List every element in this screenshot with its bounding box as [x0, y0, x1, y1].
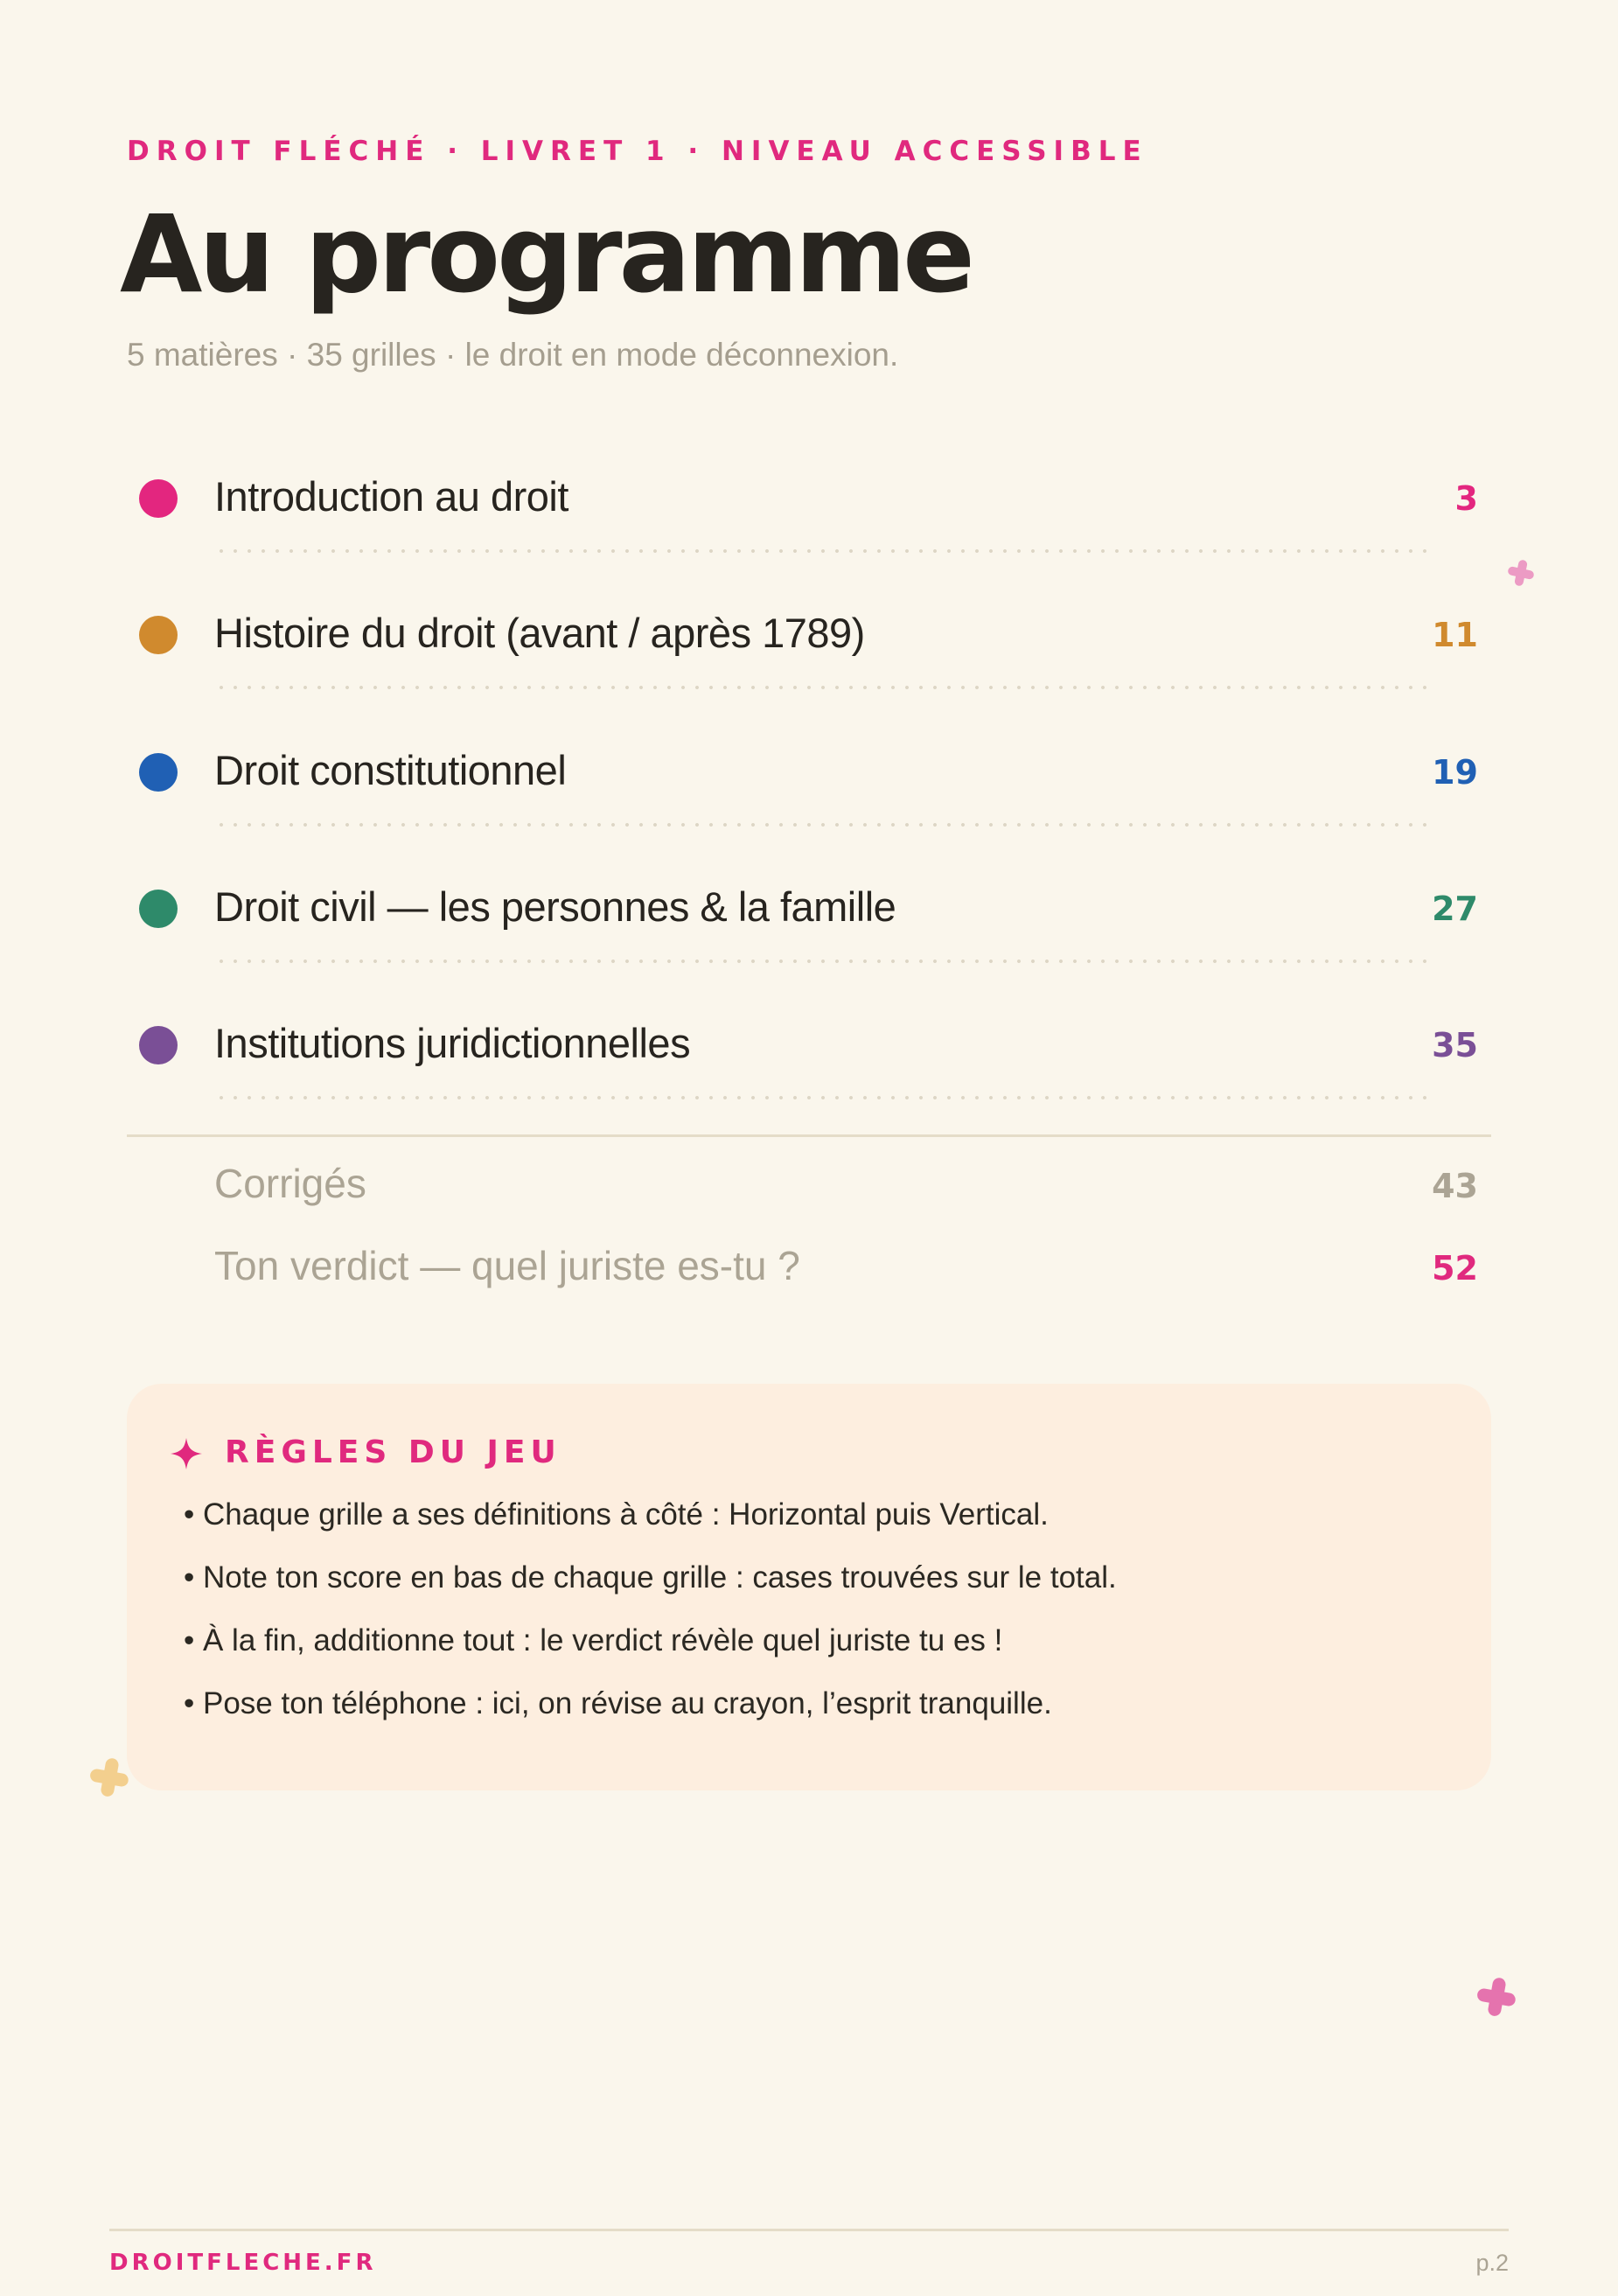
toc-item-page: 3	[1454, 479, 1478, 518]
toc-item-page: 35	[1432, 1026, 1478, 1064]
chapter-dot-icon	[139, 1026, 178, 1064]
sparkle-icon	[169, 1436, 204, 1471]
chapter-dot-icon	[139, 890, 178, 928]
page-title: Au programme	[120, 192, 972, 317]
dotted-leader	[214, 686, 1434, 689]
toc-extra-page: 43	[1432, 1167, 1478, 1205]
rule-item: • Chaque grille a ses définitions à côté : Horizontal puis Vertical.	[184, 1497, 1049, 1532]
toc-extra-page: 52	[1432, 1249, 1478, 1288]
toc-item-page: 27	[1432, 890, 1478, 928]
toc-item-civil[interactable]	[127, 865, 1478, 1001]
toc-extra-label: Ton verdict — quel juriste es-tu ?	[214, 1243, 800, 1288]
footer-site: DROITFLECHE.FR	[109, 2250, 377, 2276]
plus-sparkle-icon	[87, 1755, 131, 1799]
toc-item-institutions[interactable]	[127, 1001, 1478, 1137]
footer-divider	[109, 2229, 1509, 2231]
page-subtitle: 5 matières · 35 grilles · le droit en mode déconnexion.	[127, 337, 899, 373]
toc-item-histoire[interactable]	[127, 591, 1478, 727]
toc-item-label: Institutions juridictionnelles	[214, 1020, 691, 1066]
toc-item-corriges[interactable]	[127, 1160, 1478, 1221]
rules-title: RÈGLES DU JEU	[225, 1434, 561, 1470]
toc-extra-label: Corrigés	[214, 1161, 366, 1206]
plus-sparkle-icon	[1475, 1975, 1518, 2019]
plus-sparkle-icon	[1506, 558, 1536, 588]
rules-box	[127, 1384, 1491, 1790]
toc-item-page: 11	[1432, 616, 1478, 654]
rule-item: • À la fin, additionne tout : le verdict révèle quel juriste tu es !	[184, 1623, 1003, 1657]
toc-item-constitutionnel[interactable]	[127, 729, 1478, 864]
toc-item-label: Droit civil — les personnes & la famille	[214, 883, 896, 930]
dotted-leader	[214, 1096, 1434, 1099]
toc-item-verdict[interactable]	[127, 1242, 1478, 1303]
eyebrow: DROIT FLÉCHÉ · LIVRET 1 · NIVEAU ACCESSIBLE	[127, 136, 1148, 167]
chapter-dot-icon	[139, 616, 178, 654]
toc-item-label: Histoire du droit (avant / après 1789)	[214, 610, 865, 656]
toc-item-page: 19	[1432, 753, 1478, 792]
dotted-leader	[214, 549, 1434, 553]
toc-item-label: Droit constitutionnel	[214, 747, 567, 793]
toc-item-label: Introduction au droit	[214, 473, 568, 520]
chapter-dot-icon	[139, 753, 178, 792]
toc-item-introduction[interactable]	[127, 455, 1478, 590]
toc-divider	[127, 1134, 1491, 1137]
rule-item: • Pose ton téléphone : ici, on révise au crayon, l’esprit tranquille.	[184, 1686, 1052, 1720]
rule-item: • Note ton score en bas de chaque grille : cases trouvées sur le total.	[184, 1560, 1117, 1595]
dotted-leader	[214, 823, 1434, 827]
dotted-leader	[214, 960, 1434, 963]
chapter-dot-icon	[139, 479, 178, 518]
page-number: p.2	[1475, 2250, 1509, 2276]
